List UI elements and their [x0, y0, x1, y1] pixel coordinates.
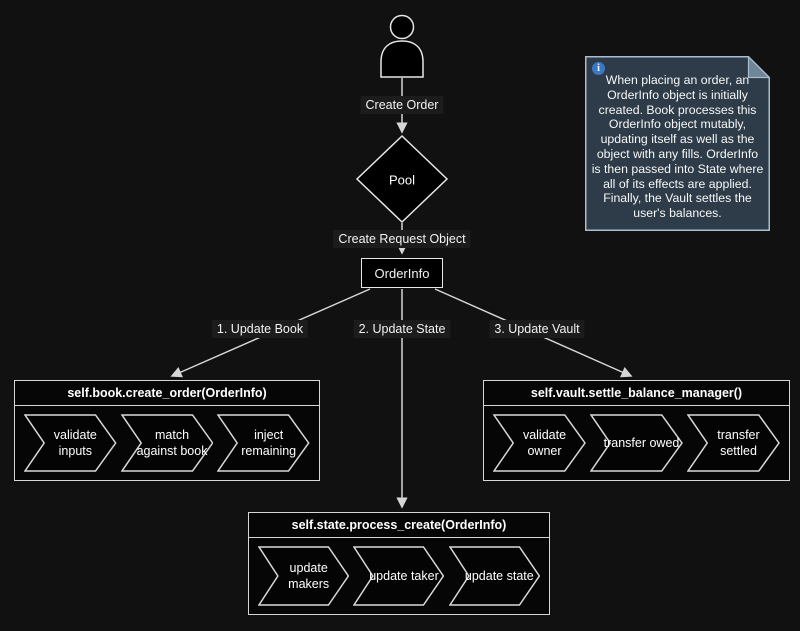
- vault-process-steps: [484, 406, 789, 480]
- vault-process-box: [483, 380, 790, 481]
- process-step: [217, 414, 310, 472]
- process-step: [493, 414, 586, 472]
- edge-label-update-book: 1. Update Book: [212, 320, 308, 338]
- step-label: match against book: [136, 427, 208, 458]
- step-label: transfer owed: [603, 435, 680, 450]
- step-label: validate inputs: [53, 427, 97, 458]
- book-process-title: self.book.create_order(OrderInfo): [15, 381, 319, 406]
- process-step: [353, 546, 444, 606]
- edge-label-create-order: Create Order: [361, 96, 444, 114]
- edge-label-create-request: Create Request Object: [333, 230, 470, 248]
- step-label: update taker: [369, 568, 439, 583]
- step-label: update state: [464, 568, 534, 583]
- orderinfo-node: [361, 258, 443, 288]
- edge-label-update-state: 2. Update State: [354, 320, 451, 338]
- person-icon: [381, 16, 423, 78]
- process-step: [590, 414, 683, 472]
- edge-label-update-vault: 3. Update Vault: [489, 320, 584, 338]
- note-text: When placing an order, an OrderInfo object is initially created. Book processes this OrderInfo object mutably, updating itself as well as the object with any fills. OrderInfo is then passed into State where all of its effects are applied. Finally, the Vault settles the user's balances.: [591, 73, 764, 221]
- pool-label: Pool: [388, 172, 416, 188]
- process-step: [258, 546, 349, 606]
- orderinfo-label: OrderInfo: [374, 265, 430, 281]
- process-step: [24, 414, 117, 472]
- info-icon: i: [592, 62, 605, 75]
- book-process-steps: [15, 406, 319, 480]
- step-label: transfer settled: [717, 427, 760, 458]
- state-process-box: [248, 512, 550, 615]
- process-step: [687, 414, 780, 472]
- vault-process-title: self.vault.settle_balance_manager(): [484, 381, 789, 406]
- process-step: [449, 546, 540, 606]
- step-label: inject remaining: [241, 427, 297, 458]
- step-label: validate owner: [522, 427, 567, 458]
- process-step: [121, 414, 214, 472]
- book-process-box: [14, 380, 320, 481]
- step-label: update makers: [288, 560, 330, 591]
- note-box: [585, 56, 770, 231]
- state-process-title: self.state.process_create(OrderInfo): [249, 513, 549, 538]
- state-process-steps: [249, 538, 549, 614]
